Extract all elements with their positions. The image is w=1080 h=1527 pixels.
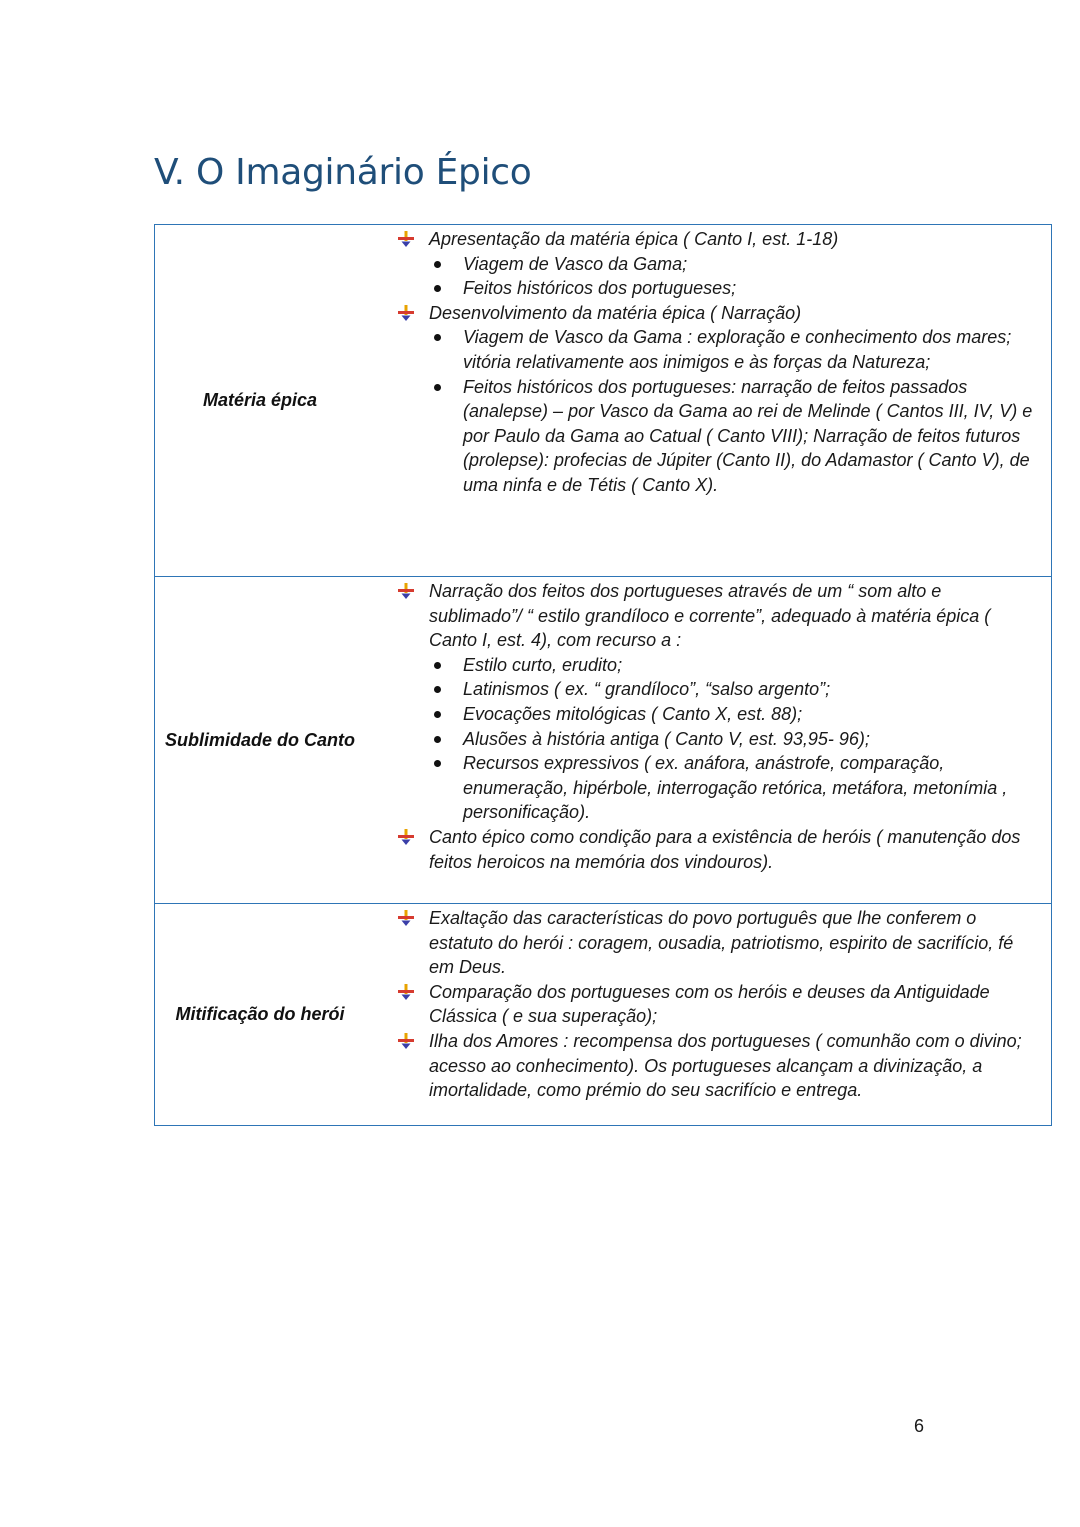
arrow-down-plus-icon <box>397 983 415 1001</box>
list-item: Narração dos feitos dos portugueses através de um “ som alto e sublimado”/ “ estilo grandíloco e corrente”, adequado à matéria épica ( Canto I, est. 4), com recurso a : <box>397 579 1039 653</box>
content-table <box>154 224 1052 1126</box>
arrow-down-plus-icon <box>397 230 415 248</box>
row-label: Mitificação do herói <box>175 1004 345 1024</box>
table-row <box>155 576 1051 903</box>
row-label-cell <box>155 904 365 1125</box>
arrow-down-plus-icon <box>397 909 415 927</box>
list-subitem: Viagem de Vasco da Gama : exploração e conhecimento dos mares; vitória relativamente aos inimigos e às forças da Natureza; <box>397 325 1039 374</box>
list-subitem: Evocações mitológicas ( Canto X, est. 88); <box>397 702 1039 727</box>
arrow-down-plus-icon <box>397 304 415 322</box>
list-item: Ilha dos Amores : recompensa dos portugueses ( comunhão com o divino; acesso ao conhecimento). Os portugueses alcançam a divinização, a imortalidade, como prémio do seu sacrifício e entrega. <box>397 1029 1039 1103</box>
arrow-down-plus-icon <box>397 828 415 846</box>
list-subitem: Viagem de Vasco da Gama; <box>397 252 1039 277</box>
list-subitem: Recursos expressivos ( ex. anáfora, anástrofe, comparação, enumeração, hipérbole, interrogação retórica, metáfora, metonímia , personificação). <box>397 751 1039 825</box>
list-subitem: Latinismos ( ex. “ grandíloco”, “salso argento”; <box>397 677 1039 702</box>
list-item: Desenvolvimento da matéria épica ( Narração) <box>397 301 1039 326</box>
row-label-cell <box>155 577 365 903</box>
row-label: Matéria épica <box>202 390 318 410</box>
row-content-cell <box>365 225 1051 576</box>
row-content-cell <box>365 904 1051 1125</box>
list-subitem: Alusões à história antiga ( Canto V, est. 93,95- 96); <box>397 727 1039 752</box>
list-item: Apresentação da matéria épica ( Canto I, est. 1-18) <box>397 227 1039 252</box>
table-row <box>155 903 1051 1125</box>
list-subitem: Estilo curto, erudito; <box>397 653 1039 678</box>
row-content-cell <box>365 577 1051 903</box>
list-item: Comparação dos portugueses com os heróis e deuses da Antiguidade Clássica ( e sua superação); <box>397 980 1039 1029</box>
row-label: Sublimidade do Canto <box>165 729 356 750</box>
list-subitem: Feitos históricos dos portugueses: narração de feitos passados (analepse) – por Vasco da Gama ao rei de Melinde ( Cantos III, IV, V) e por Paulo da Gama ao Catual ( Canto VIII); Narração de feitos futuros (prolepse): profecias de Júpiter (Canto II), do Adamastor ( Canto V), de uma ninfa e de Tétis ( Canto X). <box>397 375 1039 498</box>
list-item: Exaltação das características do povo português que lhe conferem o estatuto do herói : coragem, ousadia, patriotismo, espirito de sacrifício, fé em Deus. <box>397 906 1039 980</box>
page-number: 6 <box>914 1416 925 1436</box>
list-subitem: Feitos históricos dos portugueses; <box>397 276 1039 301</box>
page-title: V. O Imaginário Épico <box>154 152 532 194</box>
arrow-down-plus-icon <box>397 1032 415 1050</box>
arrow-down-plus-icon <box>397 582 415 600</box>
table-row <box>155 225 1051 576</box>
list-item: Canto épico como condição para a existência de heróis ( manutenção dos feitos heroicos na memória dos vindouros). <box>397 825 1039 874</box>
row-label-cell <box>155 225 365 576</box>
